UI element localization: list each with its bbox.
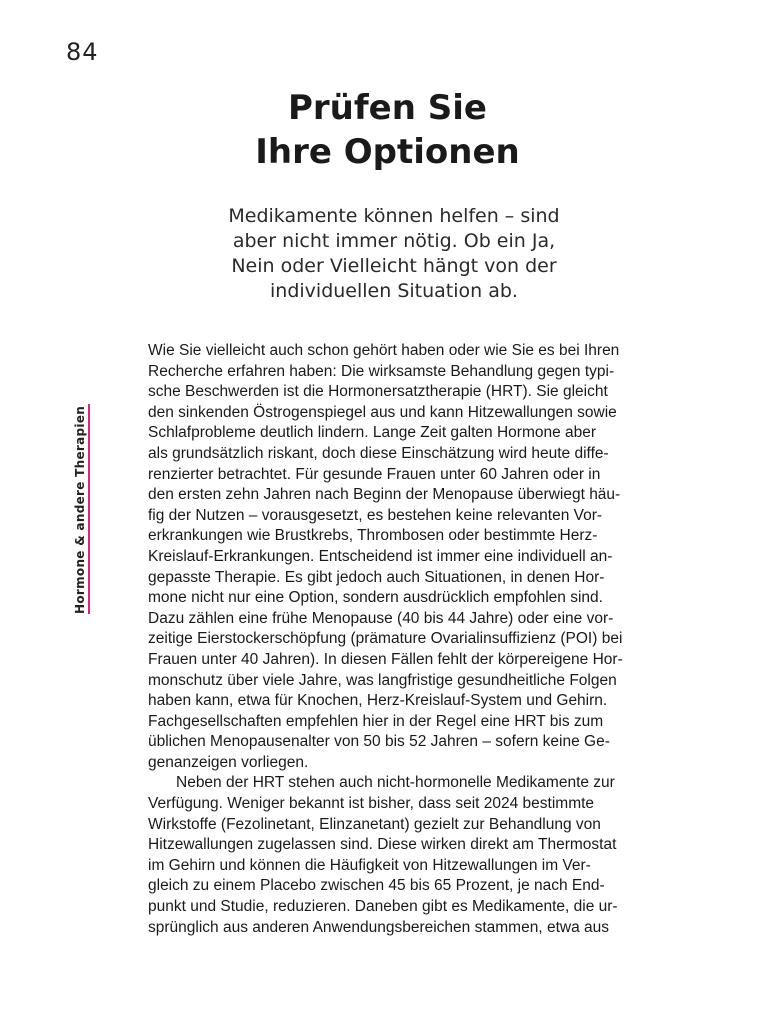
body-line: Wie Sie vielleicht auch schon gehört haben oder wie Sie es bei Ihren (148, 342, 620, 359)
sidebar-accent-rule (88, 404, 90, 614)
body-line: Fachgesellschaften empfehlen hier in der Regel eine HRT bis zum (148, 712, 604, 730)
body-line: renzierter betrachtet. Für gesunde Frauen unter 60 Jahren oder in (148, 465, 601, 483)
body-line: gleich zu einem Placebo zwischen 45 bis 65 Prozent, je nach End- (148, 877, 605, 895)
body-line: monschutz über viele Jahre, was langfristige gesundheitliche Folgen (148, 671, 617, 689)
body-line: erkrankungen wie Brustkrebs, Thrombosen oder bestimmte Herz- (148, 527, 598, 545)
body-line: den ersten zehn Jahren nach Beginn der Menopause überwiegt häu- (148, 486, 621, 504)
page-title-line: Prüfen Sie (288, 88, 487, 128)
page-title (0, 86, 775, 174)
body-line: genanzeigen vorliegen. (148, 753, 309, 771)
body-line: Neben der HRT stehen auch nicht-hormonelle Medikamente zur (176, 774, 615, 792)
body-line: Hitzewallungen zugelassen sind. Diese wirken direkt am Thermostat (148, 836, 617, 854)
body-line: im Gehirn und können die Häufigkeit von Hitzewallungen im Ver- (148, 856, 591, 874)
sidebar-section-label: Hormone & andere Therapien (73, 405, 87, 614)
body-line: Recherche erfahren haben: Die wirksamste Behandlung gegen typi- (148, 362, 615, 380)
lead-line: Medikamente können helfen – sind (228, 205, 560, 227)
body-line: Frauen unter 40 Jahren). In diesen Fällen fehlt der körpereigene Hor- (148, 650, 623, 668)
body-text (148, 341, 668, 938)
lead-line: aber nicht immer nötig. Ob ein Ja, (232, 230, 556, 252)
body-line: gepasste Therapie. Es gibt jedoch auch Situationen, in denen Hor- (148, 568, 605, 586)
body-line: Verfügung. Weniger bekannt ist bisher, dass seit 2024 bestimmte (148, 795, 595, 813)
body-line: zeitige Eierstockerschöpfung (prämature Ovarialinsuffizienz (POI) bei (148, 630, 623, 648)
body-line: sprünglich aus anderen Anwendungsbereichen stammen, etwa aus (148, 918, 609, 936)
body-line: mone nicht nur eine Option, sondern ausdrücklich empfohlen sind. (148, 589, 603, 607)
lead-paragraph (140, 204, 648, 304)
page-title-line: Ihre Optionen (255, 132, 520, 172)
body-line: Kreislauf-Erkrankungen. Entscheidend ist immer eine individuell an- (148, 547, 613, 565)
body-line: den sinkenden Östrogenspiegel aus und kann Hitzewallungen sowie (148, 403, 617, 421)
page-number: 84 (66, 38, 99, 66)
body-line: üblichen Menopausenalter von 50 bis 52 Jahren – sofern keine Ge- (148, 733, 610, 751)
body-line: sche Beschwerden ist die Hormonersatztherapie (HRT). Sie gleicht (148, 383, 608, 401)
body-line: punkt und Studie, reduzieren. Daneben gibt es Medikamente, die ur- (148, 898, 618, 916)
lead-line: individuellen Situation ab. (270, 280, 518, 302)
body-line: Dazu zählen eine frühe Menopause (40 bis 44 Jahre) oder eine vor- (148, 609, 614, 627)
body-line: als grundsätzlich riskant, doch diese Einschätzung wird heute diffe- (148, 444, 609, 462)
lead-line: Nein oder Vielleicht hängt von der (231, 255, 557, 277)
body-line: haben kann, etwa für Knochen, Herz-Kreislauf-System und Gehirn. (148, 692, 608, 710)
body-line: Wirkstoffe (Fezolinetant, Elinzanetant) gezielt zur Behandlung von (148, 815, 601, 833)
body-line: fig der Nutzen – vorausgesetzt, es bestehen keine relevanten Vor- (148, 506, 603, 524)
body-line: Schlafprobleme deutlich lindern. Lange Zeit galten Hormone aber (148, 424, 597, 442)
